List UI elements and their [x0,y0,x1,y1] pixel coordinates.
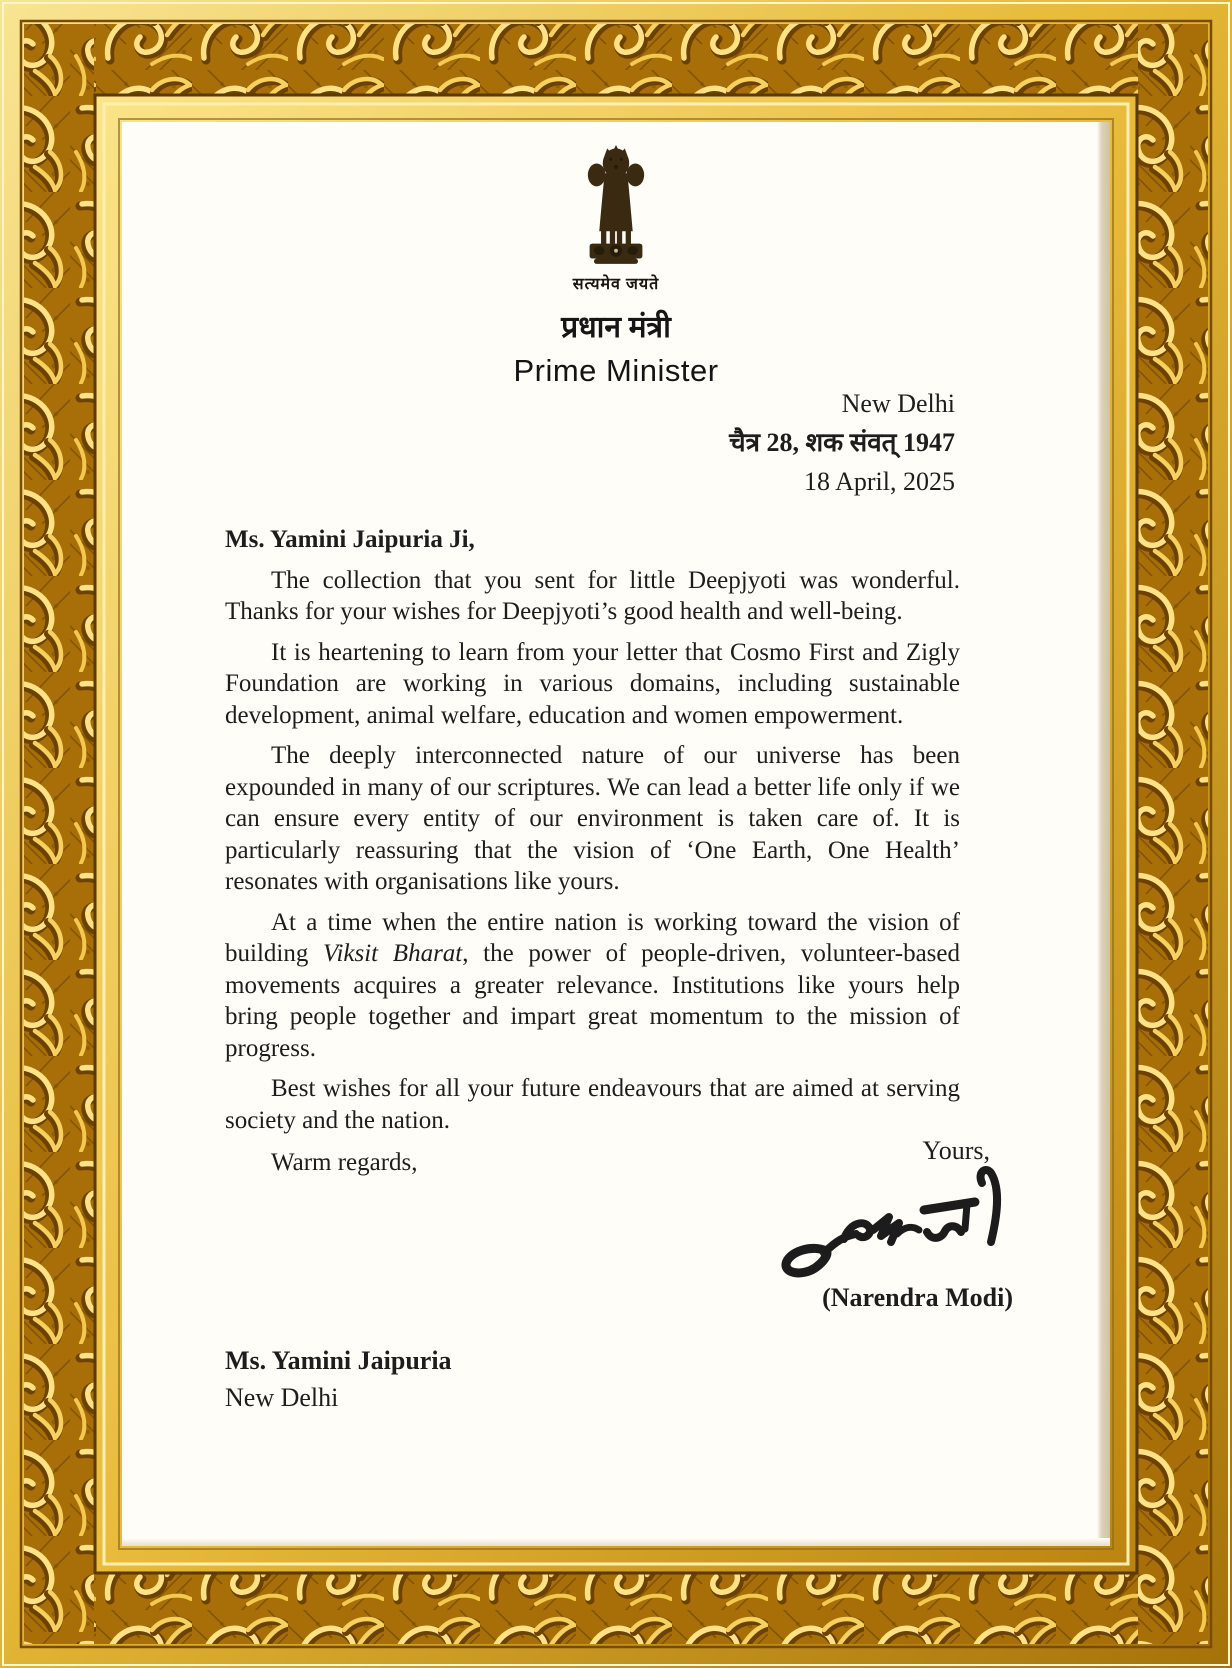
paragraph-4-text-cont: , the power of people-driven, volunteer-based movements acquires a greater relevance. Institutions like yours help bring people together and impart great momentum to the mission of progress. [225,940,960,1062]
paper-edge-shadow-bottom [122,1538,1110,1546]
body-paragraph-5: Best wishes for all your future endeavours that are aimed at serving society and the nation. [225,1075,960,1134]
body-paragraph-2: It is heartening to learn from your letter that Cosmo First and Zigly Foundation are working in various domains, including sustainable development, animal welfare, education and women empowerment. [225,638,960,729]
body-paragraph-3: The deeply interconnected nature of our universe has been expounded in many of our scriptures. We can lead a better life only if we can ensure every entity of our environment is taken care of. It is particularly reassuring that the vision of ‘One Earth, One Health’ resonates with organisations like yours. [225,742,960,895]
dateline [729,384,955,501]
paragraph-4-italic-phrase: Viksit Bharat [323,940,463,967]
title-english: Prime Minister [513,353,719,388]
letter-paper [122,122,1110,1546]
modi-signature [778,1165,1018,1287]
dateline-date: 18 April, 2025 [804,467,955,496]
paragraph-4-text: At a time when the entire nation is working toward the vision of building [225,908,960,967]
dateline-saka-date: चैत्र 28, शक संवत् 1947 [729,428,955,457]
recipient-name: Ms. Yamini Jaipuria [225,1346,452,1375]
emblem-motto: सत्यमेव जयते [572,276,660,293]
national-emblem-lion-capital [570,138,662,270]
letter-body [225,524,960,1179]
title-hindi: प्रधान मंत्री [561,311,671,344]
body-paragraph-1: The collection that you sent for little Deepjyoti was wonderful. Thanks for your wishes for Deepjyoti’s good health and well-being. [225,566,960,625]
recipient-city: New Delhi [225,1383,339,1412]
letterhead [122,138,1110,389]
warm-regards: Warm regards, [271,1149,418,1176]
signer-name: (Narendra Modi) [822,1283,1013,1312]
recipient-block [225,1342,452,1416]
body-paragraph-4 [225,907,960,1065]
dateline-city: New Delhi [841,389,955,418]
salutation: Ms. Yamini Jaipuria Ji, [225,526,475,553]
yours-label: Yours, [922,1136,990,1165]
